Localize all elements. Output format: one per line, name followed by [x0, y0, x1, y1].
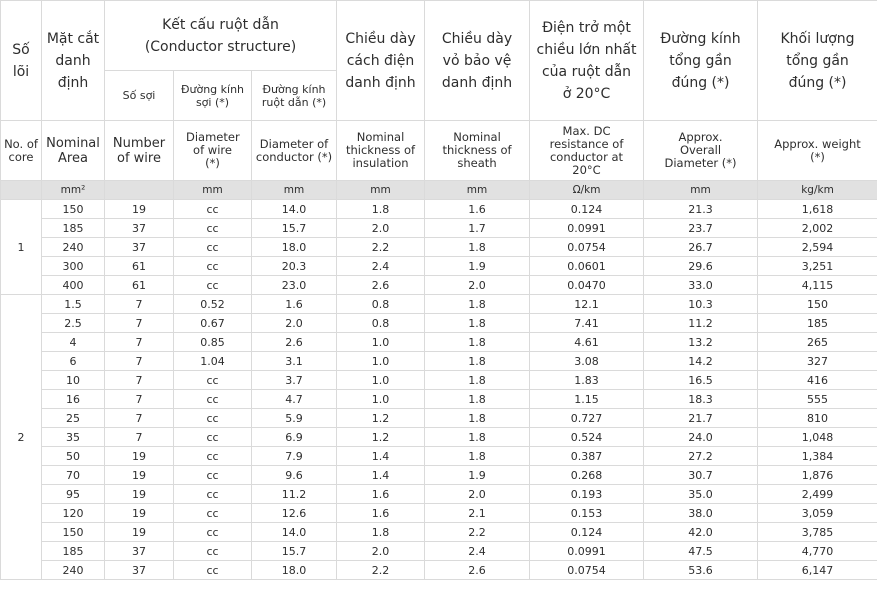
- table-cell: 1.2: [337, 428, 425, 447]
- table-row: [1, 238, 877, 257]
- table-cell: 24.0: [644, 428, 758, 447]
- table-cell: 3.08: [530, 352, 644, 371]
- table-row: [1, 409, 877, 428]
- table-cell: 1.8: [425, 447, 530, 466]
- table-cell: 120: [42, 504, 105, 523]
- table-cell: 1.9: [425, 257, 530, 276]
- table-row: [1, 504, 877, 523]
- table-cell: 1,876: [758, 466, 877, 485]
- table-cell: 61: [105, 257, 174, 276]
- table-cell: 18.0: [252, 561, 337, 580]
- table-cell: 0.124: [530, 523, 644, 542]
- table-cell: 0.268: [530, 466, 644, 485]
- table-cell: 555: [758, 390, 877, 409]
- unit-cell: Ω/km: [530, 181, 644, 200]
- table-cell: 2.2: [425, 523, 530, 542]
- header-khoi-luong: Khối lượng tổng gần đúng (*): [758, 1, 877, 121]
- table-cell: cc: [174, 371, 252, 390]
- header-so-soi: Số sợi: [105, 71, 174, 121]
- table-cell: 1.8: [337, 200, 425, 219]
- table-cell: 1.9: [425, 466, 530, 485]
- table-cell: 15.7: [252, 219, 337, 238]
- table-cell: 265: [758, 333, 877, 352]
- table-cell: 6,147: [758, 561, 877, 580]
- table-row: [1, 257, 877, 276]
- table-cell: 185: [42, 542, 105, 561]
- en-dia-wire: Diameter of wire (*): [174, 121, 252, 181]
- table-cell: 2.6: [425, 561, 530, 580]
- table-cell: 4: [42, 333, 105, 352]
- table-cell: 0.387: [530, 447, 644, 466]
- table-cell: 1.6: [337, 504, 425, 523]
- table-cell: 18.0: [252, 238, 337, 257]
- table-cell: 1.8: [425, 238, 530, 257]
- table-cell: 2.4: [425, 542, 530, 561]
- table-cell: cc: [174, 200, 252, 219]
- table-cell: 2,002: [758, 219, 877, 238]
- header-dien-tro: Điện trở một chiều lớn nhất của ruột dẫn ở 20°C: [530, 1, 644, 121]
- table-cell: 150: [42, 523, 105, 542]
- table-cell: 1.0: [337, 333, 425, 352]
- table-cell: 0.8: [337, 314, 425, 333]
- en-res: Max. DC resistance of conductor at 20°C: [530, 121, 644, 181]
- table-cell: 3.7: [252, 371, 337, 390]
- table-cell: 14.2: [644, 352, 758, 371]
- table-cell: 1,384: [758, 447, 877, 466]
- table-cell: 95: [42, 485, 105, 504]
- table-cell: 1.6: [252, 295, 337, 314]
- unit-cell: mm: [644, 181, 758, 200]
- en-area: Nominal Area: [42, 121, 105, 181]
- table-row: [1, 276, 877, 295]
- unit-cell: [105, 181, 174, 200]
- table-cell: 12.6: [252, 504, 337, 523]
- table-cell: 2,499: [758, 485, 877, 504]
- table-cell: 12.1: [530, 295, 644, 314]
- table-row: [1, 447, 877, 466]
- table-cell: 0.85: [174, 333, 252, 352]
- unit-cell: mm: [425, 181, 530, 200]
- table-cell: 7.41: [530, 314, 644, 333]
- table-cell: 150: [758, 295, 877, 314]
- table-cell: 38.0: [644, 504, 758, 523]
- header-duong-kinh-tong: Đường kính tổng gần đúng (*): [644, 1, 758, 121]
- table-cell: 0.193: [530, 485, 644, 504]
- table-cell: cc: [174, 447, 252, 466]
- table-row: [1, 542, 877, 561]
- table-cell: 3,251: [758, 257, 877, 276]
- unit-cell: mm: [252, 181, 337, 200]
- table-cell: 0.0754: [530, 561, 644, 580]
- table-cell: 42.0: [644, 523, 758, 542]
- header-duong-kinh-soi: Đường kính sợi (*): [174, 71, 252, 121]
- table-cell: 2.0: [425, 276, 530, 295]
- table-cell: 3.1: [252, 352, 337, 371]
- table-cell: 0.153: [530, 504, 644, 523]
- table-cell: 13.2: [644, 333, 758, 352]
- table-cell: 4,770: [758, 542, 877, 561]
- en-ins: Nominal thickness of insulation: [337, 121, 425, 181]
- table-cell: 35: [42, 428, 105, 447]
- units-row: [1, 181, 877, 200]
- table-cell: 1.83: [530, 371, 644, 390]
- table-cell: 23.7: [644, 219, 758, 238]
- table-cell: 70: [42, 466, 105, 485]
- table-cell: 240: [42, 238, 105, 257]
- table-cell: 27.2: [644, 447, 758, 466]
- table-cell: 0.0754: [530, 238, 644, 257]
- table-cell: 47.5: [644, 542, 758, 561]
- table-cell: 37: [105, 542, 174, 561]
- table-cell: 2.2: [337, 238, 425, 257]
- table-cell: 0.8: [337, 295, 425, 314]
- table-cell: 7: [105, 314, 174, 333]
- table-cell: 18.3: [644, 390, 758, 409]
- table-row: [1, 219, 877, 238]
- table-cell: 25: [42, 409, 105, 428]
- table-cell: 10: [42, 371, 105, 390]
- table-cell: 16: [42, 390, 105, 409]
- table-cell: 0.727: [530, 409, 644, 428]
- table-cell: 185: [42, 219, 105, 238]
- table-row: [1, 390, 877, 409]
- table-cell: 2.0: [425, 485, 530, 504]
- table-cell: 810: [758, 409, 877, 428]
- table-cell: 3,785: [758, 523, 877, 542]
- en-weight: Approx. weight (*): [758, 121, 877, 181]
- table-cell: 7: [105, 409, 174, 428]
- table-cell: 11.2: [644, 314, 758, 333]
- table-cell: cc: [174, 276, 252, 295]
- table-cell: 1.0: [337, 390, 425, 409]
- table-cell: cc: [174, 238, 252, 257]
- table-cell: 1.2: [337, 409, 425, 428]
- en-wire: Number of wire: [105, 121, 174, 181]
- table-cell: 33.0: [644, 276, 758, 295]
- table-cell: 1.8: [425, 371, 530, 390]
- table-cell: 6: [42, 352, 105, 371]
- table-cell: 1.8: [425, 352, 530, 371]
- table-cell: 2.0: [252, 314, 337, 333]
- header-so-loi: Số lõi: [1, 1, 42, 121]
- table-cell: 0.67: [174, 314, 252, 333]
- table-cell: 19: [105, 200, 174, 219]
- table-cell: 7.9: [252, 447, 337, 466]
- table-cell: cc: [174, 561, 252, 580]
- table-cell: cc: [174, 257, 252, 276]
- table-cell: 14.0: [252, 523, 337, 542]
- table-cell: 1.8: [425, 409, 530, 428]
- table-cell: 416: [758, 371, 877, 390]
- table-cell: cc: [174, 485, 252, 504]
- table-cell: 19: [105, 485, 174, 504]
- table-cell: 7: [105, 428, 174, 447]
- table-cell: 2,594: [758, 238, 877, 257]
- table-cell: 0.524: [530, 428, 644, 447]
- table-cell: 21.3: [644, 200, 758, 219]
- table-cell: 2.2: [337, 561, 425, 580]
- table-cell: 2.5: [42, 314, 105, 333]
- en-overall: Approx. Overall Diameter (*): [644, 121, 758, 181]
- table-cell: 9.6: [252, 466, 337, 485]
- table-cell: 37: [105, 238, 174, 257]
- table-cell: 1.4: [337, 466, 425, 485]
- table-row: [1, 523, 877, 542]
- units-spacer: [1, 181, 42, 200]
- table-cell: 10.3: [644, 295, 758, 314]
- table-cell: 7: [105, 295, 174, 314]
- table-row: [1, 485, 877, 504]
- table-cell: cc: [174, 504, 252, 523]
- table-cell: 2.6: [337, 276, 425, 295]
- table-cell: 14.0: [252, 200, 337, 219]
- table-cell: 37: [105, 219, 174, 238]
- table-cell: 0.124: [530, 200, 644, 219]
- unit-cell: mm: [174, 181, 252, 200]
- table-row: [1, 428, 877, 447]
- table-cell: cc: [174, 542, 252, 561]
- table-cell: 400: [42, 276, 105, 295]
- table-cell: 1.8: [337, 523, 425, 542]
- table-cell: 35.0: [644, 485, 758, 504]
- table-cell: cc: [174, 219, 252, 238]
- unit-cell: mm: [337, 181, 425, 200]
- table-cell: 150: [42, 200, 105, 219]
- table-cell: 300: [42, 257, 105, 276]
- table-cell: 1.0: [337, 352, 425, 371]
- table-cell: 1.8: [425, 390, 530, 409]
- table-cell: 0.0991: [530, 219, 644, 238]
- table-cell: 0.0991: [530, 542, 644, 561]
- table-cell: 0.0470: [530, 276, 644, 295]
- table-cell: 30.7: [644, 466, 758, 485]
- table-cell: 1.15: [530, 390, 644, 409]
- unit-cell: kg/km: [758, 181, 877, 200]
- table-cell: 6.9: [252, 428, 337, 447]
- table-cell: 26.7: [644, 238, 758, 257]
- table-cell: 2.0: [337, 219, 425, 238]
- table-cell: 1.7: [425, 219, 530, 238]
- table-cell: 327: [758, 352, 877, 371]
- table-cell: cc: [174, 523, 252, 542]
- table-cell: 185: [758, 314, 877, 333]
- en-core: No. of core: [1, 121, 42, 181]
- table-cell: 1.6: [337, 485, 425, 504]
- table-cell: 53.6: [644, 561, 758, 580]
- unit-cell: mm²: [42, 181, 105, 200]
- table-row: [1, 200, 877, 219]
- table-cell: 2.0: [337, 542, 425, 561]
- table-cell: cc: [174, 428, 252, 447]
- table-cell: 1.8: [425, 428, 530, 447]
- table-cell: 11.2: [252, 485, 337, 504]
- table-cell: 21.7: [644, 409, 758, 428]
- en-dia-cond: Diameter of conductor (*): [252, 121, 337, 181]
- table-cell: 16.5: [644, 371, 758, 390]
- table-cell: 2.1: [425, 504, 530, 523]
- table-cell: 19: [105, 466, 174, 485]
- table-cell: 4.7: [252, 390, 337, 409]
- en-sheath: Nominal thickness of sheath: [425, 121, 530, 181]
- table-row: [1, 314, 877, 333]
- table-cell: 19: [105, 504, 174, 523]
- table-cell: 19: [105, 523, 174, 542]
- table-row: [1, 466, 877, 485]
- table-cell: 240: [42, 561, 105, 580]
- header-duong-kinh-ruot: Đường kính ruột dẫn (*): [252, 71, 337, 121]
- table-cell: cc: [174, 466, 252, 485]
- table-cell: 19: [105, 447, 174, 466]
- table-body: [1, 181, 877, 580]
- table-cell: 1.8: [425, 333, 530, 352]
- table-cell: 7: [105, 352, 174, 371]
- table-cell: 2.4: [337, 257, 425, 276]
- table-cell: 15.7: [252, 542, 337, 561]
- table-cell: 29.6: [644, 257, 758, 276]
- table-cell: 4,115: [758, 276, 877, 295]
- table-cell: 5.9: [252, 409, 337, 428]
- table-cell: 23.0: [252, 276, 337, 295]
- table-cell: 1,618: [758, 200, 877, 219]
- table-cell: 3,059: [758, 504, 877, 523]
- table-cell: cc: [174, 390, 252, 409]
- table-cell: 2.6: [252, 333, 337, 352]
- table-cell: 4.61: [530, 333, 644, 352]
- table-cell: 1.8: [425, 295, 530, 314]
- table-cell: 1.8: [425, 314, 530, 333]
- table-cell: 1.04: [174, 352, 252, 371]
- header-chieu-day-vo: Chiều dày vỏ bảo vệ danh định: [425, 1, 530, 121]
- table-cell: cc: [174, 409, 252, 428]
- core-count-cell: 2: [1, 295, 42, 580]
- table-cell: 7: [105, 333, 174, 352]
- table-row: [1, 333, 877, 352]
- table-row: [1, 295, 877, 314]
- table-cell: 1,048: [758, 428, 877, 447]
- table-cell: 0.0601: [530, 257, 644, 276]
- table-cell: 50: [42, 447, 105, 466]
- table-cell: 0.52: [174, 295, 252, 314]
- table-row: [1, 352, 877, 371]
- table-cell: 1.4: [337, 447, 425, 466]
- table-cell: 20.3: [252, 257, 337, 276]
- header-chieu-day-cach-dien: Chiều dày cách điện danh định: [337, 1, 425, 121]
- table-row: [1, 371, 877, 390]
- table-cell: 1.5: [42, 295, 105, 314]
- table-row: [1, 561, 877, 580]
- header-mat-cat: Mặt cắt danh định: [42, 1, 105, 121]
- table-cell: 37: [105, 561, 174, 580]
- header-ket-cau: Kết cấu ruột dẫn (Conductor structure): [105, 1, 337, 71]
- table-cell: 61: [105, 276, 174, 295]
- table-cell: 1.6: [425, 200, 530, 219]
- table-cell: 1.0: [337, 371, 425, 390]
- core-count-cell: 1: [1, 200, 42, 295]
- table-cell: 7: [105, 371, 174, 390]
- table-cell: 7: [105, 390, 174, 409]
